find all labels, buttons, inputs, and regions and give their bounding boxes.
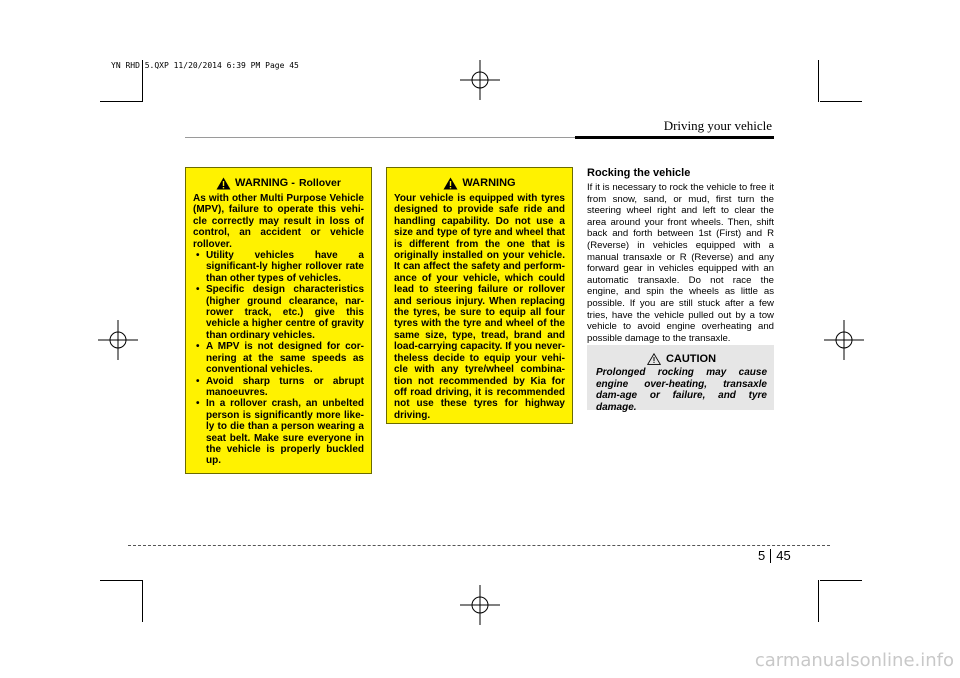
crop-mark bbox=[100, 101, 142, 102]
warning-triangle-icon bbox=[216, 177, 231, 190]
registration-mark-icon bbox=[460, 585, 500, 625]
warning-rollover-box bbox=[185, 167, 372, 474]
warning-label: WARNING - bbox=[235, 176, 295, 189]
warning-label: WARNING bbox=[462, 176, 516, 189]
page-number-value: 45 bbox=[776, 548, 791, 563]
warning-triangle-icon bbox=[443, 177, 458, 190]
warning-tyres-box bbox=[386, 167, 573, 424]
crop-mark bbox=[820, 580, 862, 581]
crop-mark bbox=[142, 580, 143, 622]
list-item: • Utility vehicles have a significant-ly higher rollover rate than other types of vehicles. bbox=[193, 250, 364, 284]
caution-label: CAUTION bbox=[665, 353, 717, 365]
registration-mark-icon bbox=[824, 320, 864, 360]
crop-mark bbox=[818, 580, 819, 622]
footer-rule bbox=[128, 545, 830, 546]
warning-tyres-title bbox=[394, 177, 565, 190]
caution-triangle-icon bbox=[647, 353, 661, 365]
warning-rollover-list bbox=[193, 250, 364, 467]
crop-mark bbox=[100, 580, 142, 581]
page-number-separator bbox=[770, 549, 771, 563]
print-slug: YN RHD 5.QXP 11/20/2014 6:39 PM Page 45 bbox=[111, 61, 299, 70]
warning-rollover-intro: As with other Multi Purpose Vehicle (MPV), failure to operate this vehi-cle correctly may result in loss of control, an accident or vehicle rollover. bbox=[193, 193, 364, 250]
crop-mark bbox=[820, 101, 862, 102]
running-head: Driving your vehicle bbox=[663, 118, 772, 133]
page-number bbox=[758, 548, 791, 563]
registration-mark-icon bbox=[460, 60, 500, 100]
caution-title bbox=[596, 353, 767, 365]
watermark: carmanualsonline.info bbox=[754, 650, 954, 671]
list-item: • A MPV is not designed for cor-nering at the same speeds as conventional vehicles. bbox=[193, 341, 364, 375]
list-item: • Avoid sharp turns or abrupt manoeuvres. bbox=[193, 376, 364, 399]
section-body: If it is necessary to rock the vehicle to free it from snow, sand, or mud, first turn the steering wheel right and left to clear the area around your front wheels. Then, shift back and forth between 1st (First) and R (Reverse) in vehicles equipped with a manual transaxle or R (Reverse) and any forward gear in vehicles equipped with an automatic transaxle. Do not race the engine, and spin the wheels as little as possible. If you are still stuck after a few tries, have the vehicle pulled out by a tow vehicle to avoid engine overheating and possible damage to the transaxle. bbox=[587, 182, 774, 344]
warning-tyres-text: Your vehicle is equipped with tyres designed to provide safe ride and handling capability. Do not use a size and type of tyre and wheel that is different from the one that is originally installed on your vehicle. It can affect the safety and perform-ance of your vehicle, which could lead to steering failure or rollover and serious injury. When replacing the tyres, be sure to equip all four tyres with the tyre and wheel of the same size, type, tread, brand and load-carrying capacity. If you never-theless decide to equip your vehi-cle with any tyre/wheel combina-tion not recommended by Kia for off road driving, it is recommended not use these tyres for highway driving. bbox=[394, 193, 565, 421]
header-rule-bold bbox=[575, 136, 774, 139]
crop-mark bbox=[818, 60, 819, 102]
caution-text: Prolonged rocking may cause engine over-heating, transaxle dam-age or failure, and tyre damage. bbox=[596, 367, 767, 413]
warning-sublabel: Rollover bbox=[298, 176, 341, 189]
section-title: Rocking the vehicle bbox=[587, 167, 691, 179]
list-item: • In a rollover crash, an unbelted person is significantly more like-ly to die than a person wearing a seat belt. Make sure everyone in the vehicle is properly buckled up. bbox=[193, 398, 364, 466]
warning-rollover-title bbox=[193, 177, 364, 190]
registration-mark-icon bbox=[98, 320, 138, 360]
page-section: 5 bbox=[758, 548, 766, 563]
caution-box bbox=[587, 345, 774, 413]
header-rule bbox=[185, 137, 575, 138]
list-item: • Specific design characteristics (higher ground clearance, nar-rower track, etc.) give this vehicle a higher centre of gravity than ordinary vehicles. bbox=[193, 284, 364, 341]
